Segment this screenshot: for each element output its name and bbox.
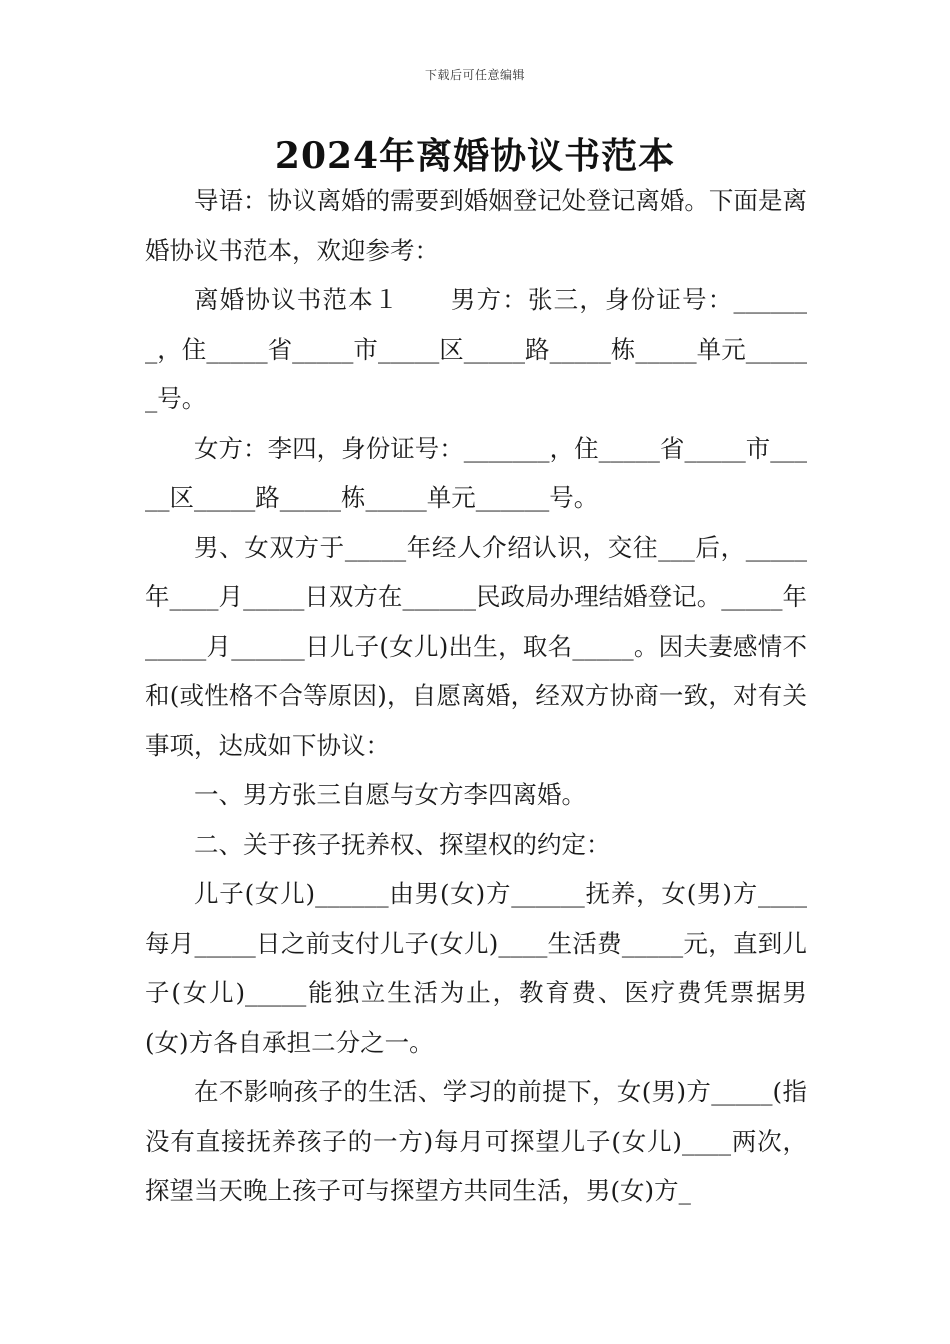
paragraph-male-party: 离婚协议书范本１ 男方：张三，身份证号：_______，住_____省_____市_____区_____路_____栋_____单元______号。	[145, 285, 807, 413]
document-title: 2024年离婚协议书范本	[274, 135, 676, 177]
paragraph-visitation: 在不影响孩子的生活、学习的前提下，女(男)方_____(指没有直接抚养孩子的一方)每月可探望儿子(女儿)____两次，探望当天晚上孩子可与探望方共同生活，男(女)方_	[145, 1077, 807, 1205]
paragraph-custody: 儿子(女儿)______由男(女)方______抚养，女(男)方____每月_____日之前支付儿子(女儿)____生活费_____元，直到儿子(女儿)_____能独立生活为止，教育费、医疗费凭票据男(女)方各自承担二分之一。	[145, 879, 807, 1057]
paragraph-clause-two-heading: 二、关于孩子抚养权、探望权的约定：	[194, 829, 611, 859]
document-body	[145, 176, 807, 1216]
header-note: 下载后可任意编辑	[424, 68, 525, 82]
paragraph-clause-one: 一、男方张三自愿与女方李四离婚。	[194, 780, 586, 809]
paragraph-marriage-background: 男、女双方于_____年经人介绍认识，交往___后，_____年____月_____日双方在______民政局办理结婚登记。_____年_____月______日儿子(女儿)出生，取名_____。因夫妻感情不和(或性格不合等原因)，自愿离婚，经双方协商一致，对有关事项，达成如下协议：	[145, 532, 807, 760]
paragraph-female-party: 女方：李四，身份证号：_______，住_____省_____市_____区_____路_____栋_____单元______号。	[145, 433, 807, 512]
paragraph-intro: 导语：协议离婚的需要到婚姻登记处登记离婚。下面是离婚协议书范本，欢迎参考：	[145, 186, 807, 265]
